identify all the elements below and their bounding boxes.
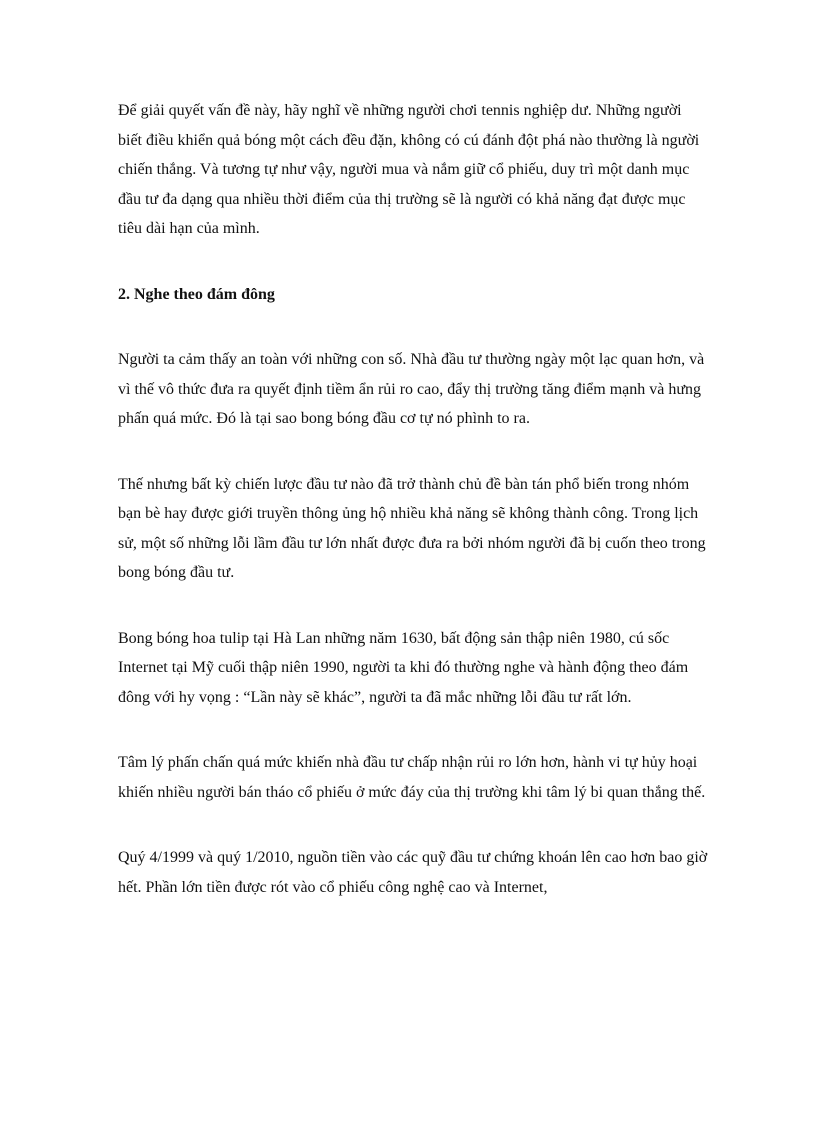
paragraph-tennis: Để giải quyết vấn đề này, hãy nghĩ về những người chơi tennis nghiệp dư. Những người biết điều khiển quả bóng một cách đều đặn, không có cú đánh đột phá nào thường là người chiến thắng. Và tương tự như vậy, người mua và nắm giữ cổ phiếu, duy trì một danh mục đầu tư đa dạng qua nhiều thời điểm của thị trường sẽ là người có khả năng đạt được mục tiêu dài hạn của mình. <box>118 102 700 237</box>
paragraph-fund-flows: Quý 4/1999 và quý 1/2010, nguồn tiền vào các quỹ đầu tư chứng khoán lên cao hơn bao giờ hết. Phần lớn tiền được rót vào cổ phiếu công nghệ cao và Internet, <box>118 849 708 896</box>
paragraph-popular-strategy: Thế nhưng bất kỳ chiến lược đầu tư nào đã trở thành chủ đề bàn tán phổ biến trong nhóm bạn bè hay được giới truyền thông ủng hộ nhiều khả năng sẽ không thành công. Trong lịch sử, một số những lỗi lầm đầu tư lớn nhất được đưa ra bởi nhóm người đã bị cuốn theo trong bong bóng đầu tư. <box>118 475 706 581</box>
paragraph-safety-in-numbers: Người ta cảm thấy an toàn với những con số. Nhà đầu tư thường ngày một lạc quan hơn, và vì thế vô thức đưa ra quyết định tiềm ẩn rủi ro cao, đẩy thị trường tăng điểm mạnh và hưng phấn quá mức. Đó là tại sao bong bóng đầu cơ tự nó phình to ra. <box>118 351 705 427</box>
section-heading: 2. Nghe theo đám đông <box>118 285 275 303</box>
paragraph-bubbles-history: Bong bóng hoa tulip tại Hà Lan những năm 1630, bất động sản thập niên 1980, cú sốc Internet tại Mỹ cuối thập niên 1990, người ta khi đó thường nghe và hành động theo đám đông với hy vọng : “Lần này sẽ khác”, người ta đã mắc những lỗi đầu tư rất lớn. <box>118 629 689 706</box>
paragraph-euphoria: Tâm lý phấn chấn quá mức khiến nhà đầu tư chấp nhận rủi ro lớn hơn, hành vi tự hủy hoại khiến nhiều người bán tháo cổ phiếu ở mức đáy của thị trường khi tâm lý bi quan thắng thế. <box>118 754 706 801</box>
